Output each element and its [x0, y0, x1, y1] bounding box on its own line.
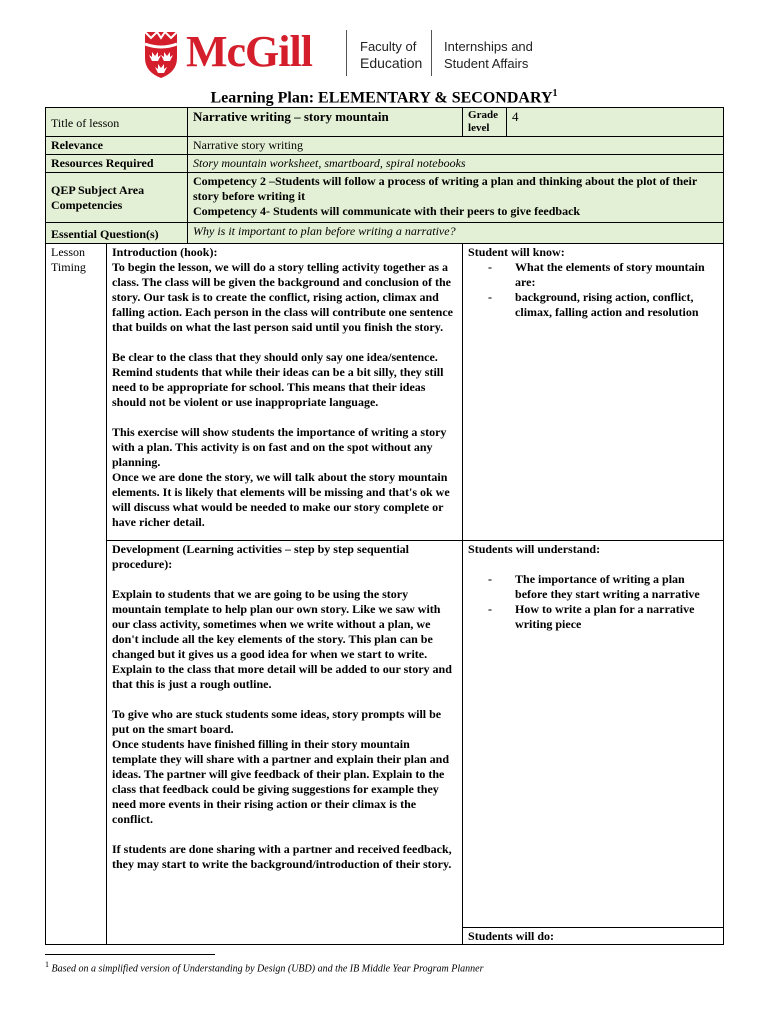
qep-label: QEP Subject Area Competencies: [46, 173, 188, 223]
relevance-label: Relevance: [46, 137, 188, 155]
row-relevance: [46, 137, 724, 155]
row-introduction: [46, 244, 724, 541]
essential-question-label: Essential Question(s): [46, 223, 188, 244]
learning-plan-table: [45, 107, 724, 945]
development-cell: [107, 541, 463, 945]
development-paragraph: Explain to students that we are going to be using the story mountain template to help plan our own story. Like we saw with our class activity, sometimes when we write without a plan, we don't include all the key elements of the story. This plan can be changed but it gives us a good idea for when we start to write.: [112, 587, 441, 661]
department-line2: Student Affairs: [444, 56, 529, 71]
row-development: [46, 541, 724, 945]
row-qep: [46, 173, 724, 223]
title-of-lesson-label: Title of lesson: [46, 108, 188, 137]
divider: [431, 30, 432, 76]
grade-level-value: 4: [507, 108, 724, 137]
footnote-mark: 1: [45, 960, 49, 969]
students-will-understand-cell: [463, 541, 724, 945]
title-text: Learning Plan: ELEMENTARY & SECONDARY: [210, 89, 553, 107]
list-item: - What the elements of story mountain are:: [488, 260, 718, 290]
faculty-label: [360, 38, 422, 72]
introduction-heading: Introduction (hook):: [112, 245, 218, 259]
list-item: - The importance of writing a plan before they start writing a narrative: [488, 572, 718, 602]
student-will-know-cell: [463, 244, 724, 541]
introduction-paragraph: This exercise will show students the importance of writing a story with a plan. This activity is on fast and on the spot without any planning.: [112, 425, 447, 469]
row-title-of-lesson: [46, 108, 724, 137]
introduction-paragraph: Once we are done the story, we will talk about the story mountain elements. It is likely that elements will be missing and that's ok we will discuss what would be needed to make our story complete or have richer detail.: [112, 470, 450, 529]
student-will-know-heading: Student will know:: [468, 245, 565, 259]
faculty-line2: Education: [360, 55, 423, 71]
mcgill-shield-icon: [143, 30, 179, 80]
introduction-paragraph: To begin the lesson, we will do a story telling activity together as a class. The class will be given the background and conclusion of the story. Our task is to create the conflict, rising action, climax and falling action. Each person in the class will contribute one sentence that builds on what the last person said until you finish the story.: [112, 260, 453, 334]
row-resources: [46, 155, 724, 173]
lesson-timing-label: Lesson Timing: [46, 244, 107, 945]
footnote-rule: [45, 954, 215, 955]
introduction-cell: [107, 244, 463, 541]
faculty-line1: Faculty of: [360, 39, 417, 54]
grade-level-label: Grade level: [463, 108, 507, 137]
students-will-do-cell: [463, 927, 723, 944]
qep-value: [188, 173, 724, 223]
introduction-paragraph: Be clear to the class that they should only say one idea/sentence. Remind students that while their ideas can be a bit silly, they still need to be appropriate for school. This means that their ideas should not be violent or use inappropriate language.: [112, 350, 444, 409]
resources-label: Resources Required: [46, 155, 188, 173]
document-title: [0, 84, 768, 108]
relevance-value: Narrative story writing: [188, 137, 724, 155]
know-list: [468, 260, 718, 320]
letterhead: [0, 0, 768, 85]
title-of-lesson-value: Narrative writing – story mountain: [188, 108, 463, 137]
title-footnote-mark: 1: [552, 88, 558, 99]
resources-value: Story mountain worksheet, smartboard, spiral notebooks: [188, 155, 724, 173]
department-label: [444, 38, 533, 72]
development-paragraph: Once students have finished filling in their story mountain template they will share with a partner and explain their plan and ideas. The partner will give feedback of their plan. Explain to the class that feedback could be giving suggestions for example they need more events in their rising action or their climax is the conflict.: [112, 737, 450, 826]
footnote-text: Based on a simplified version of Understanding by Design (UBD) and the IB Middle Year Program Planner: [51, 963, 484, 975]
development-paragraph: If students are done sharing with a partner and received feedback, they may start to write the background/introduction of their story.: [112, 842, 452, 871]
students-will-do-heading: Students will do:: [468, 929, 555, 943]
essential-question-value: Why is it important to plan before writing a narrative?: [188, 223, 724, 244]
divider: [346, 30, 347, 76]
row-essential-question: [46, 223, 724, 244]
understand-list: [468, 572, 718, 632]
department-line1: Internships and: [444, 39, 533, 54]
list-item: - background, rising action, conflict, climax, falling action and resolution: [488, 290, 718, 320]
students-will-understand-heading: Students will understand:: [468, 542, 601, 556]
development-paragraph: Explain to the class that more detail will be added to our story and that this is just a rough outline.: [112, 662, 452, 691]
competency-2: Competency 2 –Students will follow a process of writing a plan and thinking about the plot of their story before writing it: [193, 174, 697, 203]
competency-4: Competency 4- Students will communicate with their peers to give feedback: [193, 204, 581, 218]
development-heading: Development (Learning activities – step by step sequential procedure):: [112, 542, 409, 571]
development-paragraph: To give who are stuck students some ideas, story prompts will be put on the smart board.: [112, 707, 442, 736]
mcgill-wordmark: McGill: [186, 27, 312, 76]
footnote: [45, 960, 484, 974]
list-item: - How to write a plan for a narrative writing piece: [488, 602, 718, 632]
